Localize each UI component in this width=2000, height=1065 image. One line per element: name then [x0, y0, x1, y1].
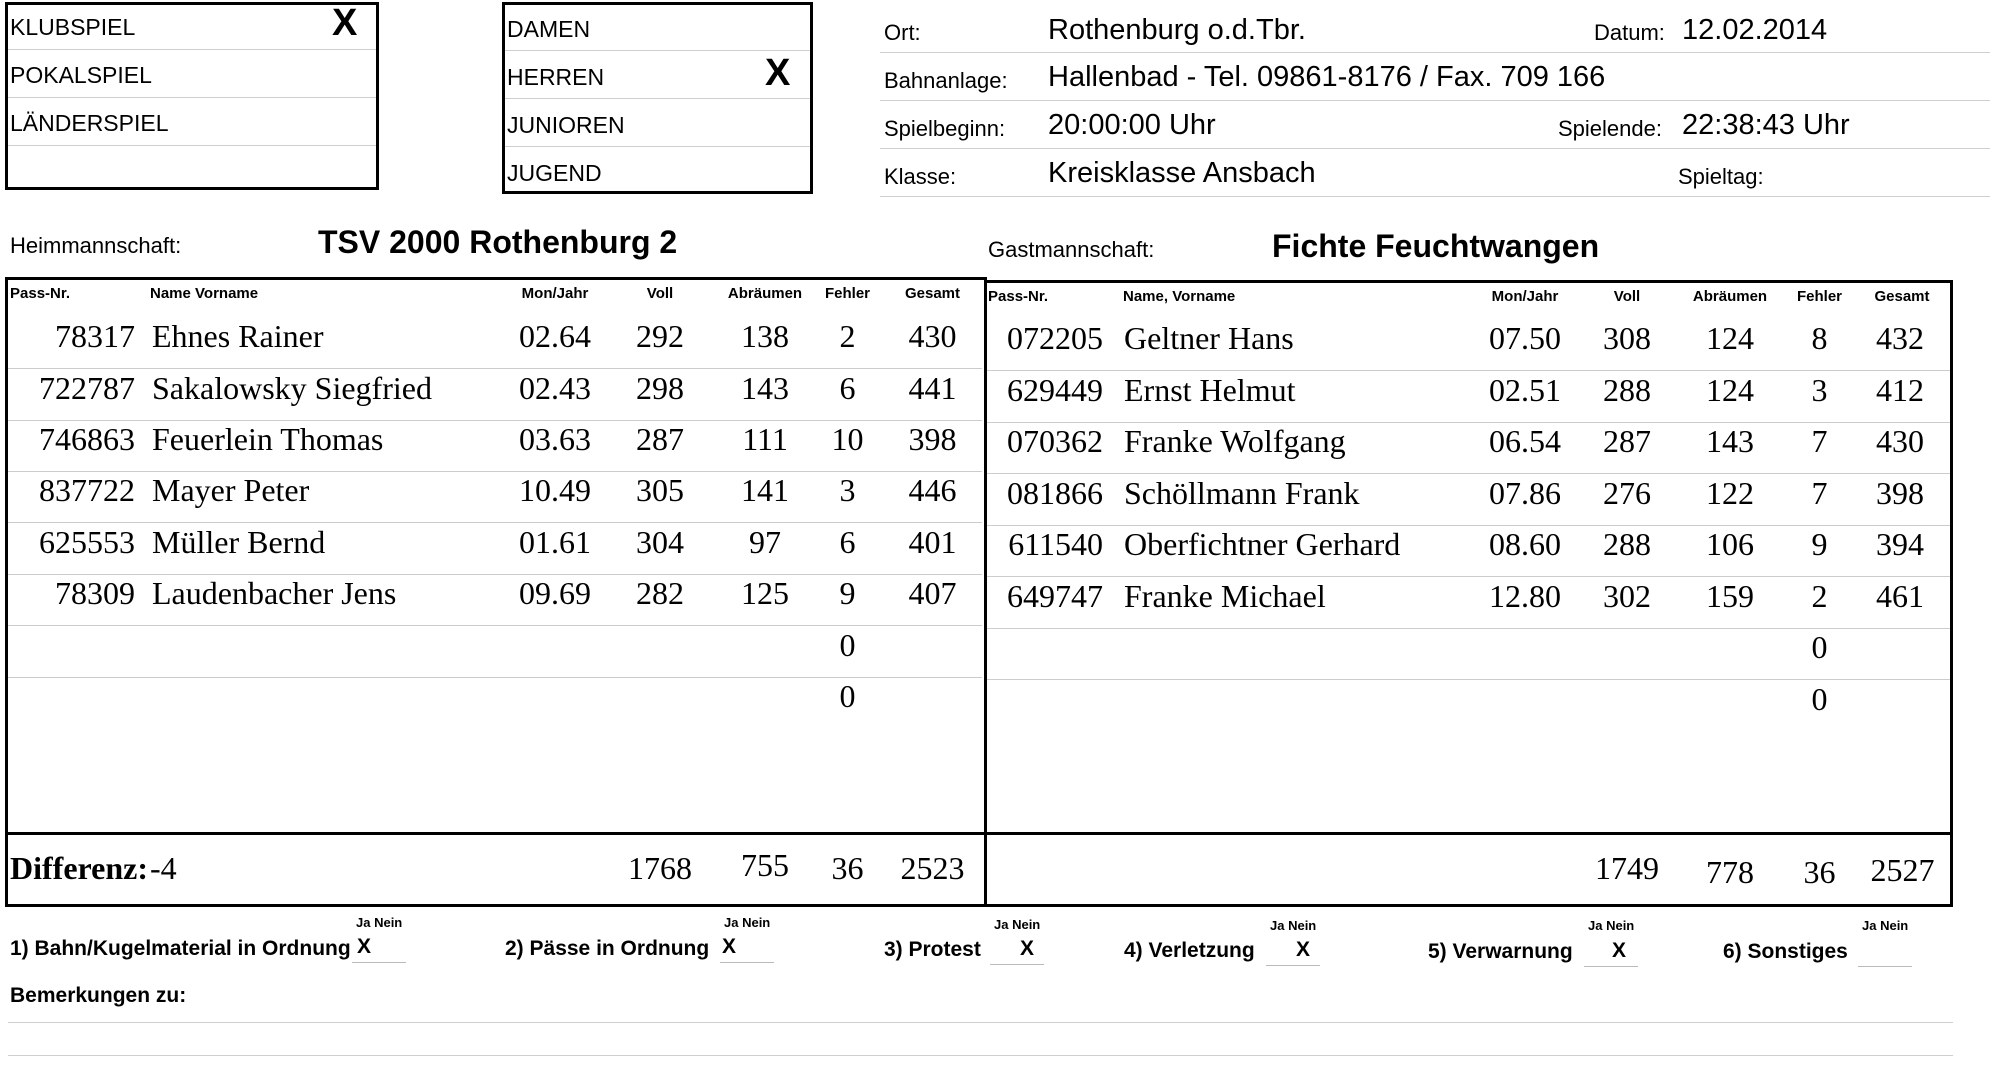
info-rule [880, 52, 1990, 53]
home-player-voll: 287 [636, 421, 684, 457]
guest-player-abr: 124 [1706, 372, 1754, 408]
home-player-name: Sakalowsky Siegfried [152, 370, 432, 406]
remarks-rule [8, 1022, 1953, 1023]
guest-header-pass: Pass-Nr. [988, 288, 1049, 305]
home-player-voll: 305 [636, 472, 684, 508]
home-player-name: Ehnes Rainer [152, 318, 324, 354]
ja-nein-label: Ja Nein [356, 915, 403, 930]
match-type-klubspiel-label: KLUBSPIEL [10, 14, 136, 40]
row-rule [8, 368, 982, 369]
home-player-pass: 722787 [39, 370, 135, 406]
bahnanlage-value: Hallenbad - Tel. 09861-8176 / Fax. 709 166 [1048, 61, 1606, 93]
home-player-fehler: 0 [839, 678, 856, 714]
guest-total-gesamt: 2527 [1870, 852, 1935, 888]
guest-player-gesamt: 432 [1876, 320, 1924, 356]
row-rule [8, 49, 376, 50]
guest-player-gesamt: 412 [1876, 372, 1924, 408]
guest-player-pass: 072205 [1007, 320, 1103, 356]
home-player-fehler: 10 [831, 421, 864, 457]
category-junioren-label: JUNIOREN [507, 112, 625, 138]
spieltag-label: Spieltag: [1678, 164, 1764, 189]
totals-rule [5, 832, 1953, 835]
check-protest-mark: X [1020, 937, 1035, 960]
home-total-fehler: 36 [831, 850, 864, 886]
guest-player-monjahr: 07.86 [1489, 475, 1561, 511]
guest-player-fehler: 9 [1811, 526, 1828, 562]
guest-player-voll: 302 [1603, 578, 1651, 614]
spielbeginn-value: 20:00:00 Uhr [1048, 109, 1216, 141]
home-player-pass: 78309 [55, 575, 135, 611]
ja-nein-label: Ja Nein [1588, 918, 1635, 933]
home-player-gesamt: 430 [908, 318, 957, 354]
guest-player-abr: 106 [1706, 526, 1754, 562]
row-rule [8, 145, 376, 146]
spielende-value: 22:38:43 Uhr [1682, 109, 1850, 141]
home-player-fehler: 9 [839, 575, 856, 611]
home-header-pass: Pass-Nr. [10, 285, 71, 302]
guest-player-monjahr: 06.54 [1489, 423, 1561, 459]
home-header-gesamt: Gesamt [904, 285, 961, 302]
home-player-name: Laudenbacher Jens [152, 575, 397, 611]
home-player-fehler: 0 [839, 627, 856, 663]
home-player-pass: 78317 [55, 318, 135, 354]
spielbeginn-label: Spielbeginn: [884, 116, 1006, 141]
guest-player-name: Schöllmann Frank [1124, 475, 1360, 511]
home-player-voll: 282 [636, 575, 684, 611]
guest-total-voll: 1749 [1595, 850, 1659, 886]
check-verwarnung-mark: X [1612, 939, 1627, 962]
home-player-pass: 837722 [39, 472, 135, 508]
home-player-abr: 141 [741, 472, 789, 508]
home-player-abr: 125 [741, 575, 789, 611]
guest-player-voll: 288 [1603, 372, 1651, 408]
check-sonstiges-label: 6) Sonstiges [1723, 940, 1848, 963]
guest-player-monjahr: 07.50 [1489, 320, 1561, 356]
home-player-gesamt: 441 [908, 370, 957, 406]
guest-player-pass: 070362 [1007, 423, 1103, 459]
guest-header-monjahr: Mon/Jahr [1491, 288, 1559, 305]
guest-header-abr: Abräumen [1692, 288, 1768, 305]
check-protest-label: 3) Protest [884, 938, 981, 961]
check-verletzung-mark: X [1296, 938, 1311, 961]
home-header-abr: Abräumen [727, 285, 803, 302]
match-type-klubspiel-mark: X [332, 2, 358, 44]
row-rule [505, 98, 810, 99]
home-player-gesamt: 398 [908, 421, 957, 457]
home-player-fehler: 6 [839, 370, 856, 406]
guest-header-voll: Voll [1613, 288, 1641, 305]
guest-player-pass: 611540 [1008, 526, 1103, 562]
guest-player-fehler: 7 [1811, 475, 1828, 511]
guest-team-name: Fichte Feuchtwangen [1272, 228, 1600, 264]
guest-player-pass: 649747 [1007, 578, 1103, 614]
home-player-monjahr: 09.69 [519, 575, 591, 611]
home-player-fehler: 2 [839, 318, 856, 354]
home-differenz-label: Differenz: [10, 850, 148, 886]
guest-player-gesamt: 398 [1876, 475, 1924, 511]
klasse-value: Kreisklasse Ansbach [1048, 157, 1316, 189]
guest-player-name: Ernst Helmut [1124, 372, 1296, 408]
check-underline [720, 962, 774, 963]
home-team-label: Heimmannschaft: [10, 233, 182, 258]
row-rule [8, 625, 982, 626]
home-player-monjahr: 03.63 [519, 421, 591, 457]
ja-nein-label: Ja Nein [1270, 918, 1317, 933]
home-team-name: TSV 2000 Rothenburg 2 [318, 224, 678, 260]
guest-player-gesamt: 430 [1876, 423, 1924, 459]
category-herren-label: HERREN [507, 64, 605, 90]
datum-label: Datum: [1594, 20, 1665, 45]
guest-player-name: Franke Wolfgang [1124, 423, 1346, 459]
home-differenz-value: -4 [150, 850, 177, 886]
datum-value: 12.02.2014 [1682, 14, 1828, 46]
guest-player-name: Oberfichtner Gerhard [1124, 526, 1401, 562]
guest-player-voll: 287 [1603, 423, 1651, 459]
info-rule [880, 100, 1990, 101]
home-player-monjahr: 02.43 [519, 370, 591, 406]
home-header-fehler: Fehler [824, 285, 870, 302]
check-bahn-label: 1) Bahn/Kugelmaterial in Ordnung [10, 937, 351, 960]
home-player-gesamt: 401 [908, 524, 957, 560]
home-player-pass: 746863 [39, 421, 135, 457]
home-player-pass: 625553 [39, 524, 135, 560]
match-type-laenderspiel-label: LÄNDERSPIEL [10, 110, 169, 136]
check-underline [1266, 965, 1320, 966]
ort-label: Ort: [884, 20, 921, 45]
guest-player-abr: 122 [1706, 475, 1754, 511]
home-header-name: Name Vorname [150, 285, 259, 302]
check-verletzung-label: 4) Verletzung [1124, 939, 1255, 962]
remarks-label: Bemerkungen zu: [10, 984, 187, 1007]
match-type-pokalspiel-label: POKALSPIEL [10, 62, 152, 88]
guest-header-gesamt: Gesamt [1874, 288, 1930, 305]
row-rule [8, 97, 376, 98]
guest-total-abr: 778 [1706, 854, 1754, 890]
check-underline [1584, 966, 1638, 967]
home-player-gesamt: 446 [908, 472, 957, 508]
ja-nein-label: Ja Nein [724, 915, 771, 930]
home-player-gesamt: 407 [908, 575, 957, 611]
guest-player-monjahr: 02.51 [1489, 372, 1561, 408]
row-rule [505, 146, 810, 147]
guest-player-fehler: 0 [1811, 629, 1828, 665]
row-rule [987, 679, 1950, 680]
home-player-abr: 97 [749, 524, 781, 560]
guest-player-abr: 124 [1706, 320, 1754, 356]
guest-header-name: Name, Vorname [1123, 288, 1236, 305]
guest-player-monjahr: 12.80 [1489, 578, 1561, 614]
home-total-voll: 1768 [628, 850, 692, 886]
check-paesse-mark: X [722, 935, 737, 958]
guest-player-gesamt: 394 [1876, 526, 1924, 562]
category-herren-mark: X [765, 52, 791, 94]
guest-player-abr: 159 [1706, 578, 1754, 614]
row-rule [8, 522, 982, 523]
home-player-fehler: 3 [839, 472, 856, 508]
home-player-voll: 292 [636, 318, 684, 354]
row-rule [505, 50, 810, 51]
info-rule [880, 148, 1990, 149]
home-player-monjahr: 10.49 [519, 472, 591, 508]
check-bahn-mark: X [357, 935, 372, 958]
guest-player-name: Franke Michael [1124, 578, 1326, 614]
guest-player-fehler: 8 [1811, 320, 1828, 356]
guest-player-monjahr: 08.60 [1489, 526, 1561, 562]
category-jugend-label: JUGEND [507, 160, 602, 186]
home-player-abr: 111 [742, 421, 788, 457]
ja-nein-label: Ja Nein [994, 917, 1041, 932]
home-total-gesamt: 2523 [900, 850, 965, 886]
home-player-abr: 143 [741, 370, 789, 406]
home-player-name: Feuerlein Thomas [152, 421, 384, 457]
guest-player-fehler: 7 [1811, 423, 1828, 459]
guest-player-abr: 143 [1706, 423, 1754, 459]
guest-player-name: Geltner Hans [1124, 320, 1294, 356]
check-underline [1858, 966, 1912, 967]
klasse-label: Klasse: [884, 164, 957, 189]
home-header-voll: Voll [646, 285, 674, 302]
home-player-voll: 298 [636, 370, 684, 406]
ja-nein-label: Ja Nein [1862, 918, 1909, 933]
ort-value: Rothenburg o.d.Tbr. [1048, 14, 1306, 46]
row-rule [987, 576, 1950, 577]
guest-player-fehler: 0 [1811, 681, 1828, 717]
remarks-rule [8, 1055, 1953, 1056]
guest-player-pass: 081866 [1007, 475, 1103, 511]
guest-header-fehler: Fehler [1796, 288, 1842, 305]
row-rule [987, 473, 1950, 474]
check-paesse-label: 2) Pässe in Ordnung [505, 937, 710, 960]
guest-player-voll: 308 [1603, 320, 1651, 356]
info-rule [880, 196, 1990, 197]
guest-total-fehler: 36 [1803, 854, 1836, 890]
home-player-voll: 304 [636, 524, 684, 560]
home-player-monjahr: 02.64 [519, 318, 591, 354]
home-total-abr: 755 [741, 847, 789, 883]
home-player-fehler: 6 [839, 524, 856, 560]
check-underline [352, 962, 406, 963]
row-rule [987, 370, 1950, 371]
home-player-abr: 138 [741, 318, 789, 354]
check-verwarnung-label: 5) Verwarnung [1428, 940, 1573, 963]
guest-player-voll: 288 [1603, 526, 1651, 562]
spielende-label: Spielende: [1558, 116, 1662, 141]
home-player-monjahr: 01.61 [519, 524, 591, 560]
check-underline [990, 964, 1044, 965]
guest-player-fehler: 2 [1811, 578, 1828, 614]
guest-player-gesamt: 461 [1876, 578, 1924, 614]
home-player-name: Müller Bernd [152, 524, 326, 560]
guest-player-voll: 276 [1603, 475, 1651, 511]
bahnanlage-label: Bahnanlage: [884, 68, 1008, 93]
category-damen-label: DAMEN [507, 16, 591, 42]
home-player-name: Mayer Peter [152, 472, 310, 508]
home-header-monjahr: Mon/Jahr [521, 285, 589, 302]
guest-team-label: Gastmannschaft: [988, 237, 1155, 262]
guest-player-pass: 629449 [1007, 372, 1103, 408]
guest-player-fehler: 3 [1811, 372, 1828, 408]
